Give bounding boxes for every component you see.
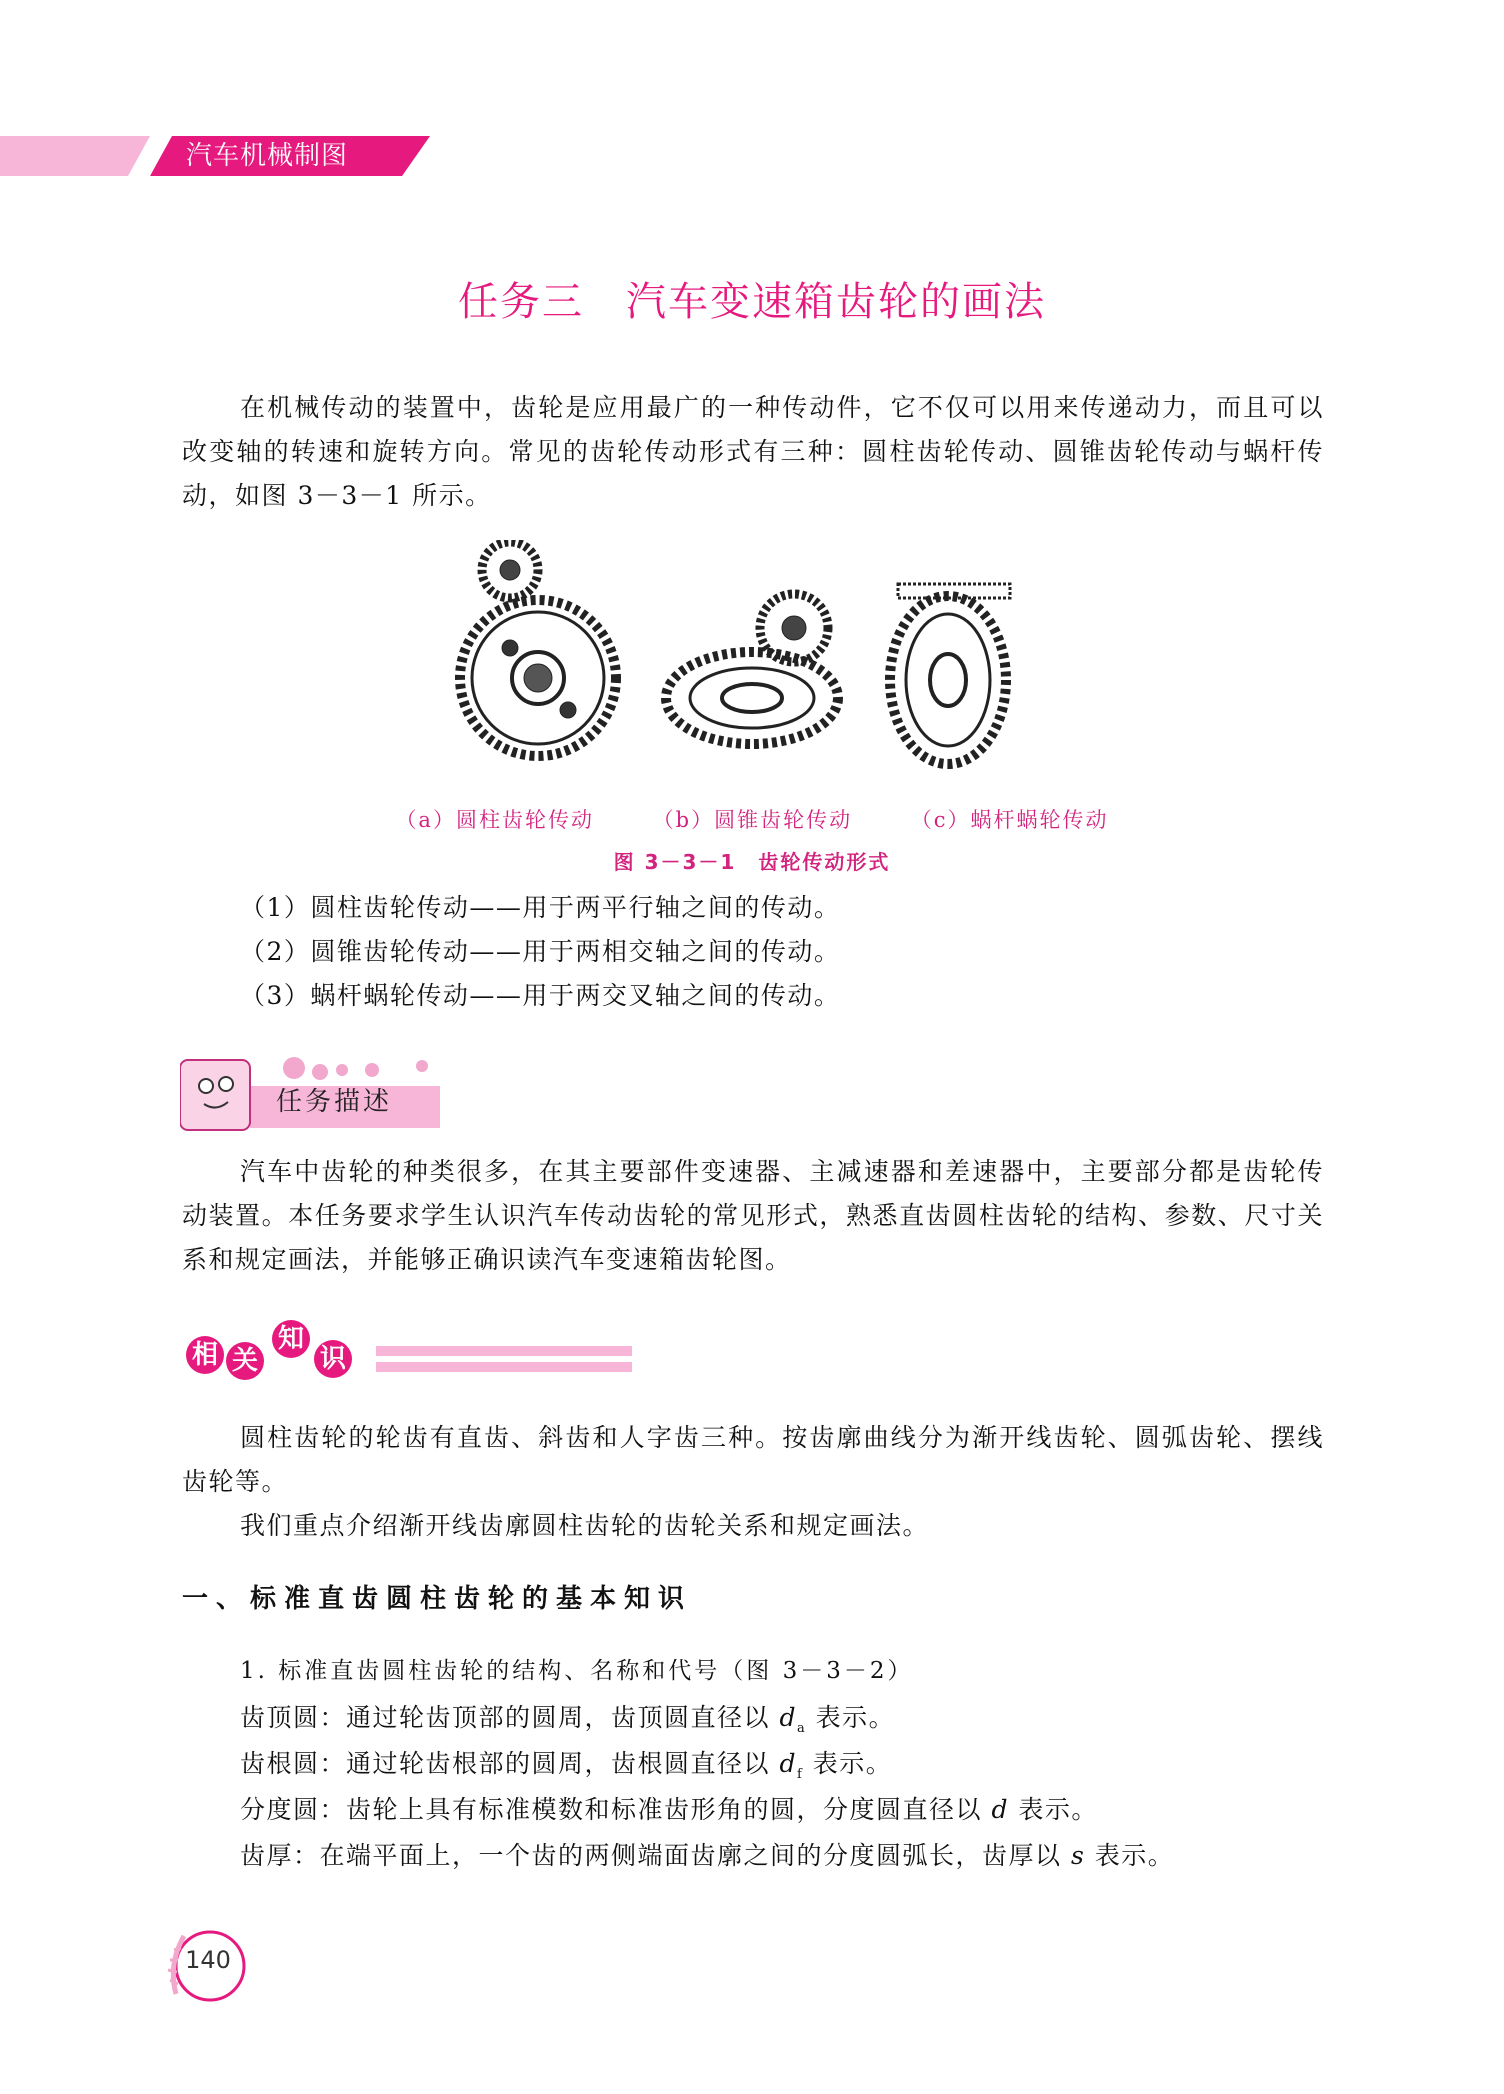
badge-stripe: [376, 1362, 632, 1372]
knowledge-char: 识: [314, 1340, 352, 1378]
list-item: （3）蜗杆蜗轮传动——用于两交叉轴之间的传动。: [240, 981, 841, 1010]
knowledge-char: 关: [226, 1342, 264, 1380]
task-title: 任务三 汽车变速箱齿轮的画法: [458, 279, 1046, 325]
task-description-paragraph: 汽车中齿轮的种类很多，在其主要部件变速器、主减速器和差速器中，主要部分都是齿轮传动装置。本任务要求学生认识汽车传动齿轮的常见形式，熟悉直齿圆柱齿轮的结构、参数、尺寸关系和规定画法，并能够正确识读汽车变速箱齿轮图。: [182, 1157, 1324, 1274]
definition-tooth-thickness: 齿厚：在端平面上，一个齿的两侧端面齿廓之间的分度圆弧长，齿厚以 s 表示。: [240, 1841, 1175, 1870]
bevel-gear-image: [666, 594, 838, 744]
book-title: 汽车机械制图: [186, 141, 349, 171]
knowledge-paragraph-1: 圆柱齿轮的轮齿有直齿、斜齿和人字齿三种。按齿廓曲线分为渐开线齿轮、圆弧齿轮、摆线齿轮等。: [182, 1423, 1324, 1496]
sub-caption-b: （b）圆锥齿轮传动: [652, 808, 853, 832]
list-item: （1）圆柱齿轮传动——用于两平行轴之间的传动。: [240, 893, 841, 922]
section-heading: 一、标准直齿圆柱齿轮的基本知识: [182, 1584, 693, 1614]
task-description-label: 任务描述: [276, 1087, 393, 1117]
definition-root-circle: 齿根圆：通过轮齿根部的圆周，齿根圆直径以 $d_f$ 表示。: [240, 1749, 893, 1782]
sub-caption-a: （a）圆柱齿轮传动: [395, 808, 594, 832]
list-item: （2）圆锥齿轮传动——用于两相交轴之间的传动。: [240, 937, 841, 966]
definition-tip-circle: 齿顶圆：通过轮齿顶部的圆周，齿顶圆直径以 $d_a$ 表示。: [240, 1703, 896, 1736]
figure-caption: 图 3－3－1 齿轮传动形式: [613, 850, 891, 874]
definition-pitch-circle: 分度圆：齿轮上具有标准模数和标准齿形角的圆，分度圆直径以 d 表示。: [240, 1795, 1098, 1824]
knowledge-paragraph-2: 我们重点介绍渐开线齿廓圆柱齿轮的齿轮关系和规定画法。: [240, 1511, 930, 1540]
page-number: 140: [185, 1946, 231, 1974]
intro-paragraph: 在机械传动的装置中，齿轮是应用最广的一种传动件，它不仅可以用来传递动力，而且可以改变轴的转速和旋转方向。常见的齿轮传动形式有三种：圆柱齿轮传动、圆锥齿轮传动与蜗杆传动，如图 3－3－1 所示。: [182, 393, 1324, 510]
knowledge-char: 相: [186, 1336, 224, 1374]
related-knowledge-badge: [180, 1318, 640, 1384]
subsection-heading: 1. 标准直齿圆柱齿轮的结构、名称和代号（图 3－3－2）: [240, 1658, 914, 1684]
worm-gear-image: [890, 584, 1010, 764]
figure-sub-captions: [0, 804, 1504, 834]
sub-caption-c: （c）蜗杆蜗轮传动: [910, 808, 1109, 832]
spur-gear-image: [460, 542, 616, 756]
gear-transmission-figure: [450, 540, 1050, 780]
badge-stripe: [376, 1346, 632, 1356]
knowledge-char: 知: [272, 1320, 310, 1358]
